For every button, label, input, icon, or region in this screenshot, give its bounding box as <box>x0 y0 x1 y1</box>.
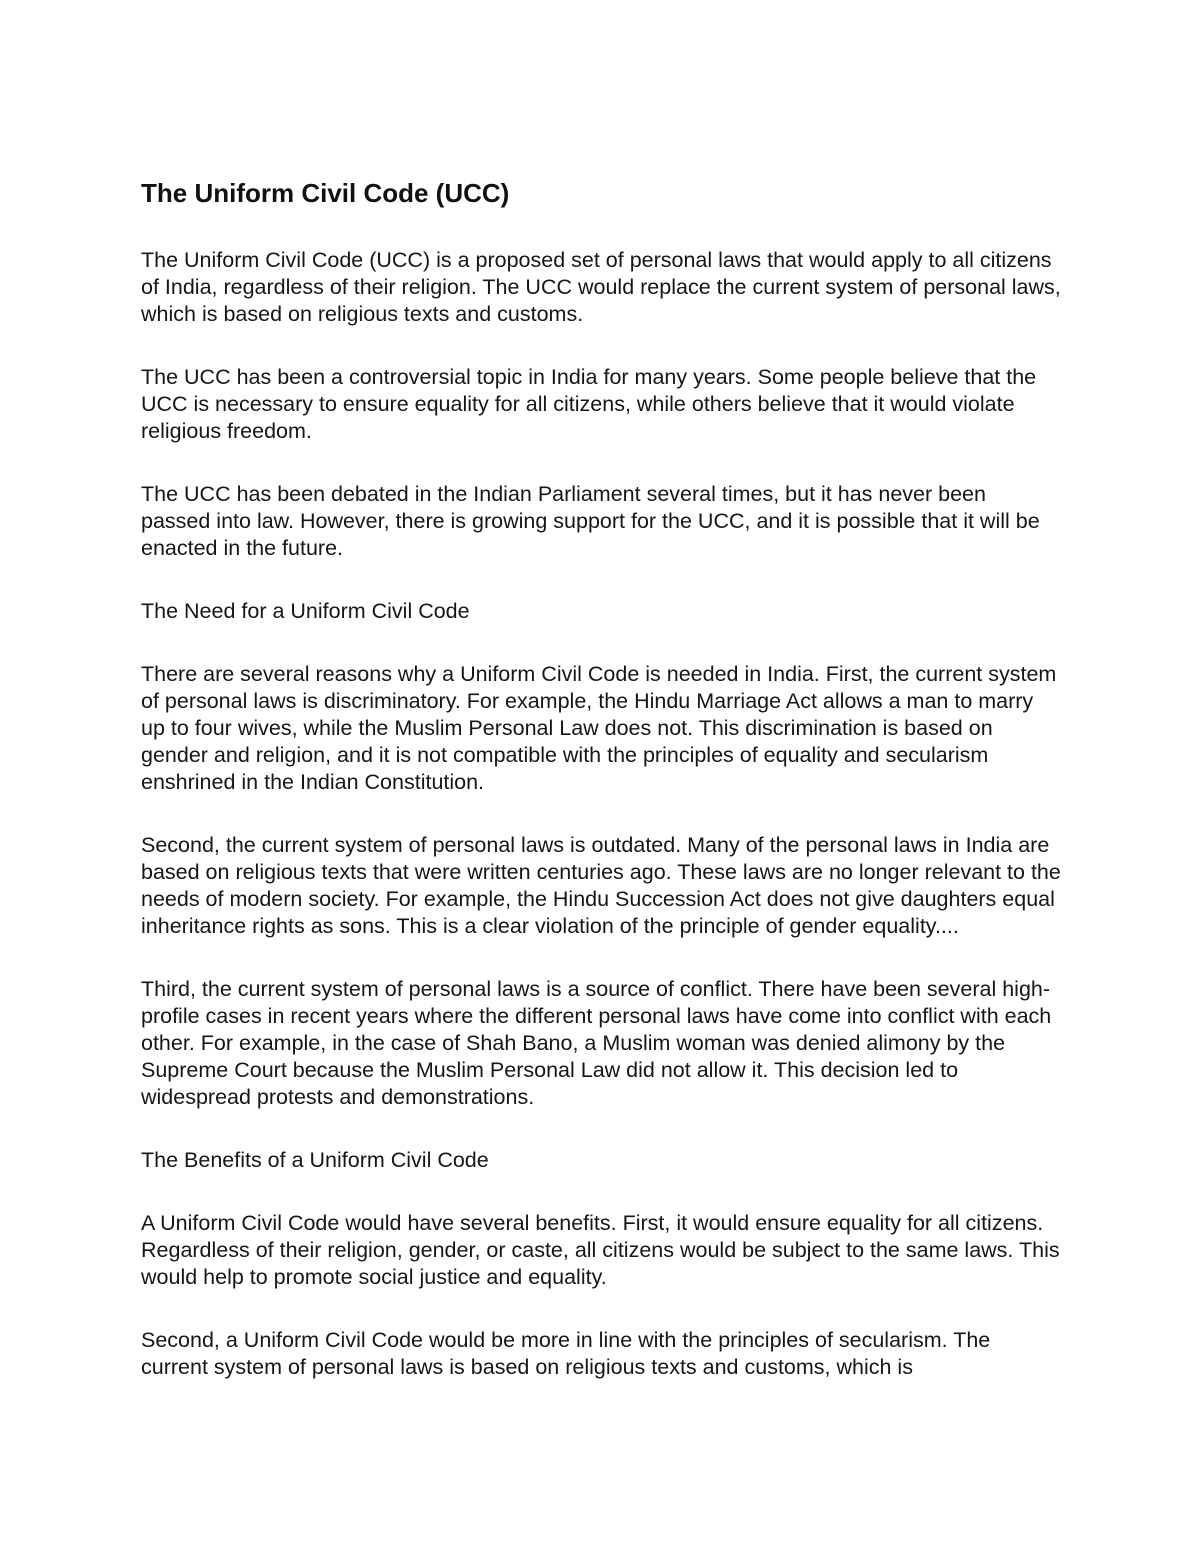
paragraph-parliament: The UCC has been debated in the Indian Parliament several times, but it has never been passed into law. However, there is growing support for the UCC, and it is possible that it will be enacted in the future. <box>141 482 1040 560</box>
section-heading-need: The Need for a Uniform Civil Code <box>141 599 470 623</box>
paragraph-benefit-second: Second, a Uniform Civil Code would be more in line with the principles of secularism. The current system of personal laws is based on religious texts and customs, which is <box>141 1328 991 1379</box>
paragraph-intro: The Uniform Civil Code (UCC) is a proposed set of personal laws that would apply to all citizens of India, regardless of their religion. The UCC would replace the current system of personal laws, which is based on religious texts and customs. <box>141 248 1061 326</box>
document-page <box>141 172 1061 1417</box>
paragraph-controversy: The UCC has been a controversial topic in India for many years. Some people believe that the UCC is necessary to ensure equality for all citizens, while others believe that it would violate religious freedom. <box>141 365 1037 443</box>
paragraph-reason-third: Third, the current system of personal laws is a source of conflict. There have been several high-profile cases in recent years where the different personal laws have come into conflict with each other. For example, in the case of Shah Bano, a Muslim woman was denied alimony by the Supreme Court because the Muslim Personal Law did not allow it. This decision led to widespread protests and demonstrations. <box>141 977 1052 1109</box>
paragraph-benefit-first: A Uniform Civil Code would have several benefits. First, it would ensure equality for all citizens. Regardless of their religion, gender, or caste, all citizens would be subject to the same laws. This would help to promote social justice and equality. <box>141 1211 1060 1289</box>
paragraph-reason-second: Second, the current system of personal laws is outdated. Many of the personal laws in India are based on religious texts that were written centuries ago. These laws are no longer relevant to the needs of modern society. For example, the Hindu Succession Act does not give daughters equal inheritance rights as sons. This is a clear violation of the principle of gender equality.... <box>141 833 1061 938</box>
paragraph-reason-first: There are several reasons why a Uniform Civil Code is needed in India. First, the current system of personal laws is discriminatory. For example, the Hindu Marriage Act allows a man to marry up to four wives, while the Muslim Personal Law does not. This discrimination is based on gender and religion, and it is not compatible with the principles of equality and secularism enshrined in the Indian Constitution. <box>141 662 1057 794</box>
section-heading-benefits: The Benefits of a Uniform Civil Code <box>141 1148 489 1172</box>
document-title: The Uniform Civil Code (UCC) <box>141 178 510 208</box>
